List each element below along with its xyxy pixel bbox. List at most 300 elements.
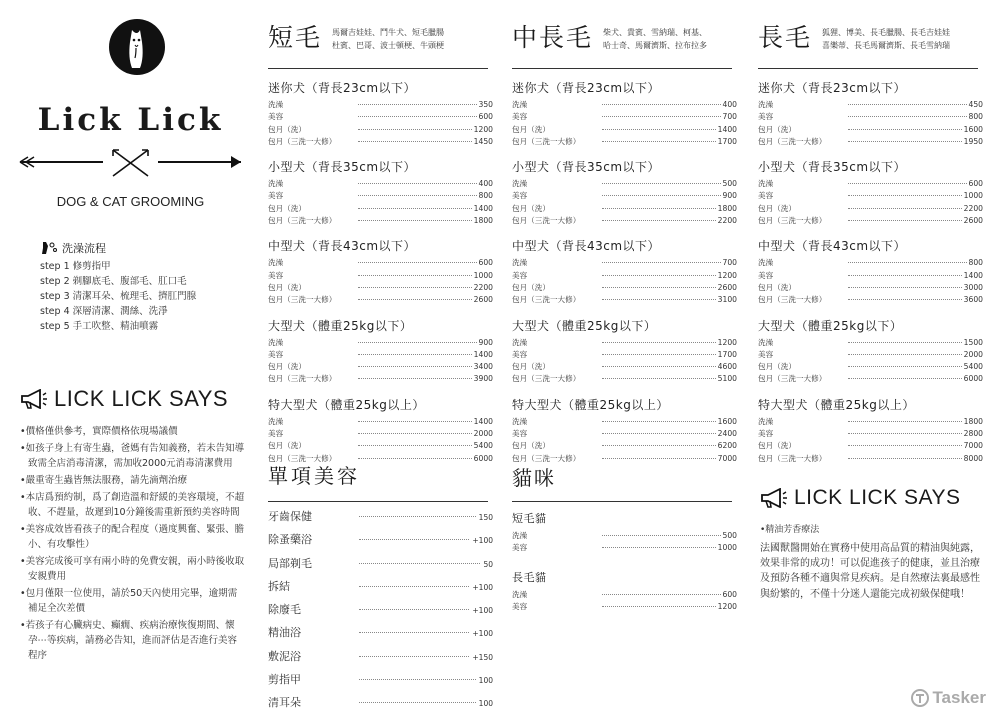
tasker-logo-icon <box>911 689 929 707</box>
service-label: 包月（洗） <box>268 362 306 372</box>
service-label: 包月（洗） <box>512 282 550 292</box>
price-value: 1400 <box>473 349 493 359</box>
dot-leader <box>602 287 716 288</box>
price-row <box>512 428 737 440</box>
size-group-title: 小型犬（背長35cm以下） <box>512 160 661 175</box>
dot-leader <box>358 116 477 117</box>
single-service-row <box>268 506 493 529</box>
dot-leader <box>848 104 967 105</box>
price-row <box>758 373 983 385</box>
size-group-title: 大型犬（體重25kg以下） <box>512 318 657 333</box>
cat-prices <box>512 462 737 613</box>
price-value: 1950 <box>963 136 983 146</box>
dot-leader <box>359 586 469 587</box>
price-value: 800 <box>968 258 983 268</box>
wash-step: step 2 剃腳底毛、腹部毛、肛口毛 <box>40 276 187 287</box>
size-group <box>512 158 737 227</box>
price-column-long-hair <box>758 22 983 465</box>
size-group <box>268 317 493 386</box>
single-service-row <box>268 669 493 692</box>
dot-leader <box>848 116 967 117</box>
single-service-name: 除蚤藥浴 <box>268 533 312 547</box>
service-label: 美容 <box>512 349 528 359</box>
price-value: 600 <box>722 589 737 599</box>
dot-leader <box>848 342 962 343</box>
service-label: 包月（洗） <box>758 124 796 134</box>
price-row <box>268 136 493 148</box>
dot-leader <box>358 220 472 221</box>
price-row <box>512 136 737 148</box>
size-group-title: 特大型犬（體重25kg以上） <box>512 397 669 412</box>
price-value: 6000 <box>473 453 493 463</box>
size-group-title: 迷你犬（背長23cm以下） <box>268 81 417 95</box>
crossed-arrows-icon <box>18 146 243 178</box>
price-row <box>758 270 983 282</box>
single-service-row <box>268 692 493 715</box>
service-label: 包月（洗） <box>758 441 796 451</box>
price-value: 2200 <box>963 203 983 213</box>
left-column <box>0 0 255 716</box>
price-row <box>512 203 737 215</box>
single-service-row <box>268 576 493 599</box>
dot-leader <box>358 342 477 343</box>
price-value: 800 <box>478 191 493 201</box>
price-column-medium-hair <box>512 22 737 465</box>
service-label: 美容 <box>758 429 774 439</box>
dot-leader <box>358 445 472 446</box>
single-service-price: +100 <box>472 629 493 639</box>
dot-leader <box>848 195 962 196</box>
price-value: 1400 <box>717 124 737 134</box>
dot-leader <box>602 354 716 355</box>
price-value: 900 <box>722 191 737 201</box>
price-value: 1600 <box>963 124 983 134</box>
dot-leader <box>359 679 476 680</box>
dot-leader <box>848 433 962 434</box>
price-row <box>268 257 493 269</box>
dot-leader <box>358 354 472 355</box>
service-label: 洗澡 <box>512 258 528 268</box>
single-service-row <box>268 599 493 622</box>
price-row <box>758 361 983 373</box>
service-label: 包月（洗） <box>758 203 796 213</box>
says-title: LICK LICK SAYS <box>54 386 229 411</box>
dot-leader <box>358 262 477 263</box>
price-value: 1200 <box>717 270 737 280</box>
price-row <box>512 542 737 554</box>
single-service-name: 清耳朵 <box>268 696 301 710</box>
price-row <box>512 601 737 613</box>
price-row <box>268 111 493 123</box>
service-label: 包月（三洗一大修） <box>268 374 337 384</box>
lick-lick-says-left <box>20 386 245 665</box>
says-item: •本店爲預約制，爲了創造溫和舒緩的美容環境，不超收、不趕量，故遲到10分鐘後需重新預約美容時間 <box>20 492 245 518</box>
service-label: 美容 <box>512 112 528 122</box>
price-value: 3000 <box>963 282 983 292</box>
price-value: 2600 <box>717 282 737 292</box>
dot-leader <box>602 445 716 446</box>
price-value: 350 <box>478 100 493 109</box>
service-label: 洗澡 <box>758 179 774 189</box>
price-row <box>512 111 737 123</box>
service-label: 包月（洗） <box>268 124 306 134</box>
size-group-title: 大型犬（體重25kg以下） <box>268 318 413 333</box>
dot-leader <box>602 547 716 548</box>
dot-leader <box>359 563 480 564</box>
price-value: 400 <box>722 100 737 109</box>
dot-leader <box>359 702 476 703</box>
dot-leader <box>848 445 962 446</box>
service-label: 包月（三洗一大修） <box>758 295 827 305</box>
price-value: 1400 <box>963 270 983 280</box>
service-label: 美容 <box>758 349 774 359</box>
service-label: 美容 <box>268 429 284 439</box>
single-service-row <box>268 553 493 576</box>
price-value: 700 <box>722 112 737 122</box>
price-row <box>758 111 983 123</box>
service-label: 美容 <box>512 543 528 553</box>
price-value: 2000 <box>963 349 983 359</box>
service-label: 洗澡 <box>758 337 774 347</box>
single-services-title: 單項美容 <box>268 464 360 488</box>
price-row <box>268 337 493 349</box>
price-row <box>512 589 737 601</box>
size-group-title: 中型犬（背長43cm以下） <box>268 239 417 254</box>
dot-leader <box>358 366 472 367</box>
price-row <box>512 530 737 542</box>
service-label: 美容 <box>268 112 284 122</box>
price-value: 3600 <box>963 295 983 305</box>
service-label: 包月（洗） <box>758 362 796 372</box>
dot-leader <box>848 129 962 130</box>
dot-leader <box>602 433 716 434</box>
price-value: 7000 <box>963 441 983 451</box>
price-value: 2600 <box>473 295 493 305</box>
aromatherapy-subtitle: •精油芳香療法 <box>760 525 820 535</box>
price-value: 500 <box>722 531 737 540</box>
brand-name: Lick Lick <box>37 102 224 138</box>
service-label: 美容 <box>268 270 284 280</box>
price-value: 1500 <box>963 337 983 347</box>
dot-leader <box>848 354 962 355</box>
single-service-name: 牙齒保健 <box>268 510 312 523</box>
price-row <box>758 453 983 465</box>
service-label: 包月（三洗一大修） <box>758 136 827 146</box>
price-row <box>512 178 737 190</box>
column-breeds: 狐狸、博美、長毛臘腸、長毛吉娃娃 喜樂蒂、長毛馬爾濟斯、長毛雪納瑞 <box>822 28 951 50</box>
size-group <box>512 79 737 148</box>
column-breeds: 柴犬、貴賓、雪納瑞、柯基、 哈士奇、馬爾濟斯、拉布拉多 <box>603 28 708 50</box>
price-row <box>758 136 983 148</box>
single-service-price: 100 <box>478 699 493 709</box>
price-row <box>512 282 737 294</box>
price-value: 4600 <box>717 362 737 372</box>
dot-leader <box>602 458 716 459</box>
price-value: 1000 <box>473 270 493 280</box>
cat-group-title: 長毛貓 <box>512 570 547 584</box>
single-service-name: 除廢毛 <box>268 603 301 617</box>
service-label: 包月（洗） <box>268 282 306 292</box>
price-row <box>268 349 493 361</box>
dot-leader <box>848 208 962 209</box>
service-label: 包月（洗） <box>268 441 306 451</box>
single-service-name: 局部剃毛 <box>268 556 312 570</box>
price-row <box>268 178 493 190</box>
service-label: 美容 <box>758 112 774 122</box>
single-services <box>268 460 493 716</box>
dot-leader <box>848 275 962 276</box>
wash-step: step 1 修剪指甲 <box>40 261 111 272</box>
dog-bath-icon <box>40 240 58 256</box>
price-value: 2400 <box>717 429 737 439</box>
price-row <box>758 349 983 361</box>
service-label: 洗澡 <box>512 589 528 599</box>
price-value: 5100 <box>717 374 737 384</box>
dot-leader <box>848 458 962 459</box>
price-row <box>758 294 983 306</box>
service-label: 包月（三洗一大修） <box>512 136 581 146</box>
price-row <box>758 257 983 269</box>
says-list <box>20 424 245 663</box>
price-row <box>512 99 737 111</box>
wash-process <box>40 240 250 334</box>
price-value: 2600 <box>963 216 983 226</box>
size-group-title: 特大型犬（體重25kg以上） <box>758 397 915 412</box>
dot-leader <box>602 195 721 196</box>
price-value: 2800 <box>963 429 983 439</box>
size-group <box>758 79 983 148</box>
dot-leader <box>848 183 967 184</box>
price-value: 3900 <box>473 374 493 384</box>
dot-leader <box>358 141 472 142</box>
service-label: 美容 <box>512 601 528 611</box>
service-label: 洗澡 <box>268 337 284 347</box>
price-value: 1000 <box>717 543 737 553</box>
service-label: 包月（三洗一大修） <box>268 136 337 146</box>
dot-leader <box>359 516 476 517</box>
price-value: 2000 <box>473 429 493 439</box>
price-row <box>758 178 983 190</box>
price-row <box>512 373 737 385</box>
price-value: 600 <box>478 112 493 122</box>
service-label: 洗澡 <box>758 416 774 426</box>
size-group-title: 小型犬（背長35cm以下） <box>758 160 907 175</box>
service-label: 包月（三洗一大修） <box>758 216 827 226</box>
size-group-title: 小型犬（背長35cm以下） <box>268 160 417 175</box>
dog-logo-icon <box>108 18 166 76</box>
service-label: 包月（三洗一大修） <box>512 374 581 384</box>
price-value: 2200 <box>717 216 737 226</box>
service-label: 美容 <box>512 270 528 280</box>
size-group <box>268 396 493 465</box>
service-label: 包月（洗） <box>512 362 550 372</box>
size-group <box>512 237 737 306</box>
price-row <box>758 99 983 111</box>
dot-leader <box>602 208 716 209</box>
megaphone-icon <box>20 389 48 409</box>
price-value: 6000 <box>963 374 983 384</box>
price-row <box>758 215 983 227</box>
dot-leader <box>848 262 967 263</box>
cat-group-title: 短毛貓 <box>512 512 547 525</box>
service-label: 洗澡 <box>268 416 284 426</box>
service-label: 洗澡 <box>758 100 774 109</box>
price-row <box>512 190 737 202</box>
price-row <box>268 294 493 306</box>
service-label: 包月（洗） <box>268 203 306 213</box>
size-group-title: 特大型犬（體重25kg以上） <box>268 397 425 412</box>
dot-leader <box>602 535 721 536</box>
service-label: 洗澡 <box>512 337 528 347</box>
price-value: 1700 <box>717 349 737 359</box>
price-value: 1200 <box>717 337 737 347</box>
price-row <box>268 416 493 428</box>
dot-leader <box>602 141 716 142</box>
dot-leader <box>359 539 469 540</box>
size-group-title: 迷你犬（背長23cm以下） <box>512 81 661 95</box>
watermark <box>911 688 986 708</box>
price-value: 7000 <box>717 453 737 463</box>
price-row <box>512 440 737 452</box>
size-group <box>268 237 493 306</box>
price-value: 5400 <box>473 441 493 451</box>
single-service-name: 拆結 <box>268 579 290 593</box>
price-row <box>758 440 983 452</box>
price-row <box>512 349 737 361</box>
single-service-row <box>268 529 493 552</box>
price-row <box>758 416 983 428</box>
says-item: •包月僅限一位使用，請於50天內使用完畢，逾期需補足全次差價 <box>20 588 238 614</box>
price-value: 6200 <box>717 441 737 451</box>
service-label: 包月（洗） <box>512 441 550 451</box>
divider <box>512 68 732 69</box>
price-value: 1200 <box>717 601 737 611</box>
cat-group <box>512 569 737 614</box>
dot-leader <box>602 262 721 263</box>
divider <box>268 501 488 502</box>
watermark-text: Tasker <box>932 688 986 707</box>
dot-leader <box>848 378 962 379</box>
size-group <box>268 158 493 227</box>
wash-step: step 5 手工吹整、精油噴霧 <box>40 321 159 332</box>
price-row <box>512 416 737 428</box>
price-value: 2200 <box>473 282 493 292</box>
lick-lick-says-right <box>760 486 985 602</box>
service-label: 洗澡 <box>268 258 284 268</box>
service-label: 包月（三洗一大修） <box>758 453 827 463</box>
price-value: 600 <box>968 179 983 189</box>
service-label: 洗澡 <box>512 416 528 426</box>
price-column-short-hair <box>268 22 493 465</box>
single-services-list <box>268 506 493 716</box>
says-item: •價格僅供參考，實際價格依現場議價 <box>20 426 178 437</box>
service-label: 美容 <box>758 270 774 280</box>
price-value: 8000 <box>963 453 983 463</box>
cat-group <box>512 510 737 555</box>
service-label: 包月（三洗一大修） <box>512 453 581 463</box>
divider <box>758 68 978 69</box>
says-item: •美容完成後可享有兩小時的免費安親，兩小時後收取安親費用 <box>20 556 245 582</box>
service-label: 包月（三洗一大修） <box>512 295 581 305</box>
service-label: 包月（洗） <box>512 203 550 213</box>
service-label: 洗澡 <box>512 179 528 189</box>
price-row <box>512 270 737 282</box>
price-value: 1800 <box>963 416 983 426</box>
dot-leader <box>602 594 721 595</box>
service-label: 包月（三洗一大修） <box>268 216 337 226</box>
size-group <box>758 396 983 465</box>
says-item: •如孩子身上有寄生蟲，爸媽有告知義務，若未告知導致需全店消毒清潔，需加收2000元消毒清潔費用 <box>20 443 245 469</box>
single-service-price: +150 <box>472 652 493 662</box>
single-service-price: 100 <box>478 676 493 686</box>
wash-title: 洗澡流程 <box>62 242 106 255</box>
says-item: •美容成效皆看孩子的配合程度（過度興奮、緊張、膽小、有攻擊性） <box>20 524 245 550</box>
price-row <box>268 373 493 385</box>
price-value: 1400 <box>473 416 493 426</box>
service-label: 美容 <box>268 349 284 359</box>
single-service-name: 精油浴 <box>268 626 301 640</box>
service-label: 包月（三洗一大修） <box>268 453 337 463</box>
service-label: 洗澡 <box>268 179 284 189</box>
column-breeds: 馬爾吉娃娃、鬥牛犬、短毛臘腸 杜賓、巴哥、波士頓梗、牛頭梗 <box>332 28 445 50</box>
price-value: 1800 <box>473 216 493 226</box>
dot-leader <box>602 129 716 130</box>
price-value: 500 <box>722 179 737 189</box>
wash-step: step 3 清潔耳朵、梳理毛、擠肛門腺 <box>40 291 197 302</box>
dot-leader <box>359 632 469 633</box>
dot-leader <box>602 299 716 300</box>
single-service-price: 150 <box>478 513 493 522</box>
price-row <box>268 203 493 215</box>
dot-leader <box>848 421 962 422</box>
service-label: 包月（三洗一大修） <box>758 374 827 384</box>
price-value: 1000 <box>963 191 983 201</box>
dot-leader <box>602 421 716 422</box>
single-service-price: 50 <box>483 559 493 569</box>
service-label: 包月（洗） <box>512 124 550 134</box>
service-label: 美容 <box>268 191 284 201</box>
price-value: 400 <box>478 179 493 189</box>
dot-leader <box>848 299 962 300</box>
dot-leader <box>602 606 716 607</box>
price-row <box>758 337 983 349</box>
dot-leader <box>848 287 962 288</box>
dot-leader <box>602 116 721 117</box>
price-row <box>268 361 493 373</box>
price-row <box>268 440 493 452</box>
size-group <box>512 396 737 465</box>
price-value: 1450 <box>473 136 493 146</box>
dot-leader <box>602 342 716 343</box>
service-label: 美容 <box>758 191 774 201</box>
single-service-row <box>268 622 493 645</box>
size-group <box>758 237 983 306</box>
says-item: •嚴重寄生蟲皆無法服務，請先滴劑治療 <box>20 475 188 486</box>
single-service-price: +100 <box>472 582 493 592</box>
service-label: 洗澡 <box>512 531 528 540</box>
price-value: 1600 <box>717 416 737 426</box>
price-row <box>512 361 737 373</box>
size-group <box>512 317 737 386</box>
dot-leader <box>602 366 716 367</box>
size-group <box>758 317 983 386</box>
brand-logo <box>18 18 243 209</box>
column-title: 短毛 <box>268 23 323 52</box>
cat-groups <box>512 510 737 613</box>
service-label: 洗澡 <box>758 258 774 268</box>
column-title: 中長毛 <box>512 23 594 52</box>
service-label: 洗澡 <box>268 100 284 109</box>
